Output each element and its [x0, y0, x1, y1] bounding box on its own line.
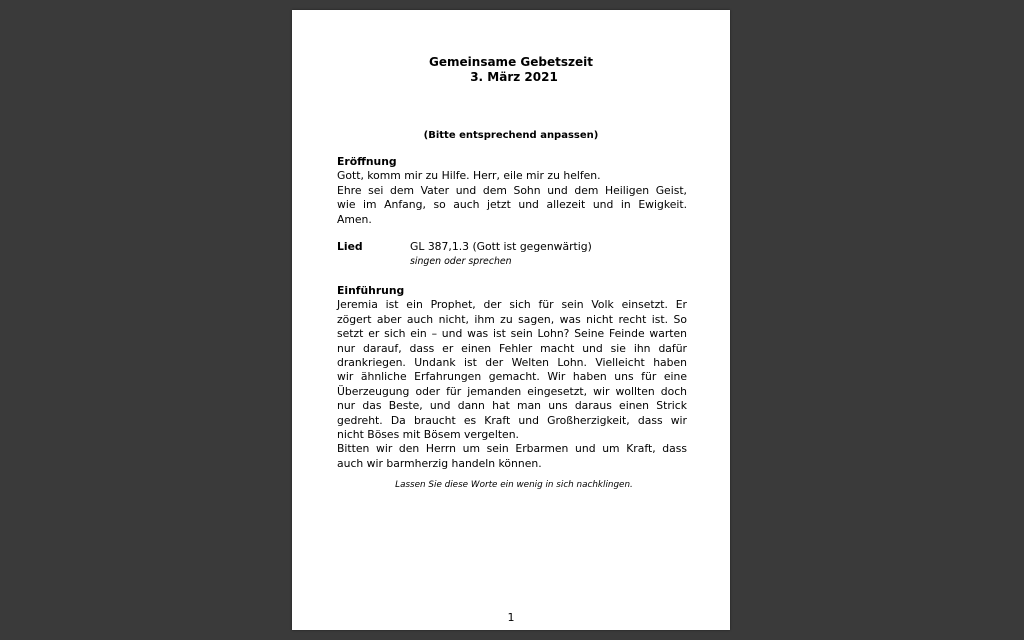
opening-line: wie im Anfang, so auch jetzt und allezeit und in Ewigkeit.	[337, 198, 687, 212]
page-title	[292, 55, 730, 85]
document-page	[292, 10, 730, 630]
introduction-line: setzt er sich ein – und was ist sein Lohn? Seine Feinde warten	[337, 327, 687, 341]
song-label: Lied	[337, 240, 363, 253]
introduction-line: Überzeugung oder für jemanden eingesetzt, wir wollten doch	[337, 384, 687, 398]
song-hint: singen oder sprechen	[410, 256, 512, 267]
opening-section	[337, 155, 687, 227]
introduction-section	[337, 284, 687, 471]
introduction-line: Bitten wir den Herrn um sein Erbarmen und um Kraft, dass	[337, 442, 687, 456]
introduction-line: auch wir barmherzig handeln können.	[337, 456, 542, 470]
reflection-note: Lassen Sie diese Worte ein wenig in sich nachklingen.	[395, 480, 633, 490]
opening-heading: Eröffnung	[337, 155, 397, 168]
opening-line: Ehre sei dem Vater und dem Sohn und dem Heiligen Geist,	[337, 183, 687, 197]
introduction-line: nur das Beste, und dann hat man uns daraus einen Strick	[337, 399, 687, 413]
opening-line: Gott, komm mir zu Hilfe. Herr, eile mir zu helfen.	[337, 169, 601, 183]
introduction-line: nicht Böses mit Bösem vergelten.	[337, 428, 519, 442]
page-number: 1	[507, 611, 515, 624]
title-date: 3. März 2021	[470, 70, 558, 84]
introduction-line: gedreht. Da braucht es Kraft und Großherzigkeit, dass wir	[337, 413, 687, 427]
song-reference: GL 387,1.3 (Gott ist gegenwärtig)	[410, 240, 592, 253]
introduction-line: drankriegen. Undank ist der Welten Lohn. Vielleicht haben	[337, 356, 687, 370]
opening-line: Amen.	[337, 212, 372, 226]
introduction-line: zögert aber auch nicht, ihm zu sagen, was nicht recht ist. So	[337, 312, 687, 326]
introduction-line: nur darauf, dass er einen Fehler macht und sie ihn dafür	[337, 341, 687, 355]
introduction-heading: Einführung	[337, 284, 405, 297]
adjust-note: (Bitte entsprechend anpassen)	[423, 130, 599, 141]
introduction-line: Jeremia ist ein Prophet, der sich für sein Volk einsetzt. Er	[337, 298, 687, 312]
title-line-1: Gemeinsame Gebetszeit	[429, 55, 593, 69]
introduction-line: wir ähnliche Erfahrungen gemacht. Wir haben uns für eine	[337, 370, 687, 384]
